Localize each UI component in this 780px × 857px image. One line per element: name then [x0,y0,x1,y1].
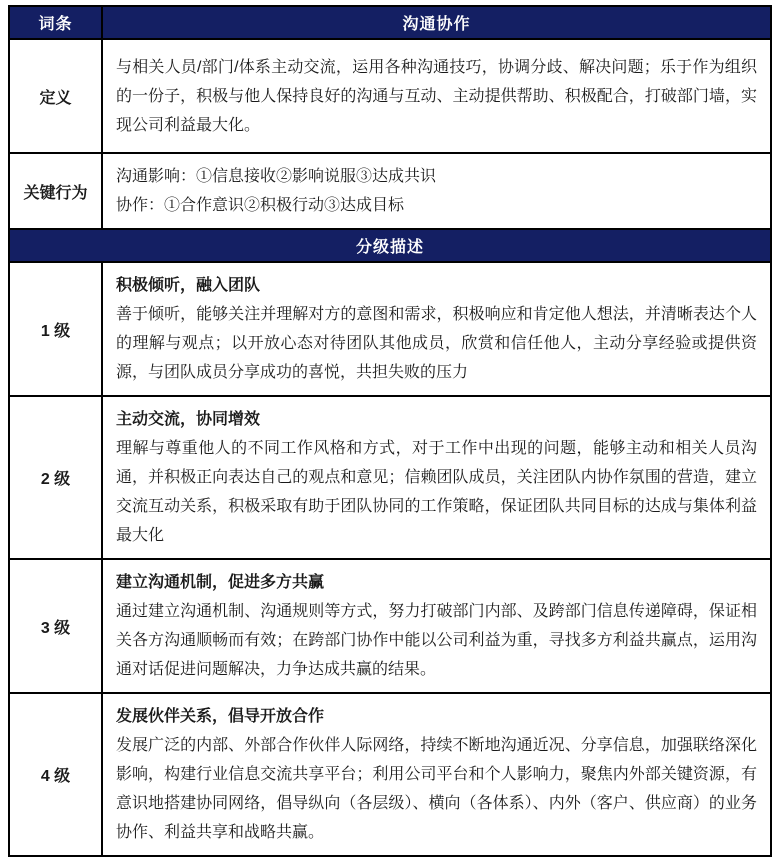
key-behaviors-text [102,153,771,229]
level-3-description: 通过建立沟通机制、沟通规则等方式，努力打破部门内部、及跨部门信息传递障碍，保证相关各方沟通顺畅而有效；在跨部门协作中能以公司利益为重，寻找多方利益共赢点，运用沟通对话促进问题解决，力争达成共赢的结果。 [116,603,757,678]
level-1-content [102,262,771,396]
level-row-1 [9,262,771,396]
key-behavior-line-communication: 沟通影响：①信息接收②影响说服③达成共识 [116,168,437,185]
levels-section-title: 分级描述 [9,229,771,262]
level-4-description: 发展广泛的内部、外部合作伙伴人际网络，持续不断地沟通近况、分享信息，加强联络深化影响，构建行业信息交流共享平台；利用公司平台和个人影响力，聚焦内外部关键资源，有意识地搭建协同网络，倡导纵向（各层级）、横向（各体系）、内外（客户、供应商）的业务协作、利益共享和战略共赢。 [116,737,757,841]
level-row-3 [9,559,771,693]
key-behaviors-row [9,153,771,229]
term-value-cell: 沟通协作 [102,6,771,39]
level-2-label: 2 级 [9,396,102,559]
levels-section-header-row [9,229,771,262]
level-row-2 [9,396,771,559]
level-4-title: 发展伙伴关系，倡导开放合作 [116,708,325,725]
level-1-label: 1 级 [9,262,102,396]
level-2-description: 理解与尊重他人的不同工作风格和方式，对于工作中出现的问题，能够主动和相关人员沟通，并积极正向表达自己的观点和意见；信赖团队成员，关注团队内协作氛围的营造，建立交流互动关系，积极采取有助于团队协同的工作策略，保证团队共同目标的达成与集体利益最大化 [116,440,757,544]
competency-table [8,5,772,857]
key-behavior-line-collaboration: 协作：①合作意识②积极行动③达成目标 [116,197,405,214]
level-1-description: 善于倾听，能够关注并理解对方的意图和需求，积极响应和肯定他人想法，并清晰表达个人的理解与观点；以开放心态对待团队其他成员，欣赏和信任他人，主动分享经验或提供资源，与团队成员分享成功的喜悦，共担失败的压力 [116,306,757,381]
level-1-title: 积极倾听，融入团队 [116,277,261,294]
level-3-title: 建立沟通机制，促进多方共赢 [116,574,325,591]
definition-label: 定义 [9,39,102,153]
key-behaviors-label: 关键行为 [9,153,102,229]
level-4-label: 4 级 [9,693,102,856]
level-2-content [102,396,771,559]
level-3-label: 3 级 [9,559,102,693]
level-2-title: 主动交流，协同增效 [116,411,261,428]
level-4-content [102,693,771,856]
definition-text: 与相关人员/部门/体系主动交流，运用各种沟通技巧，协调分歧、解决问题；乐于作为组织的一份子，积极与他人保持良好的沟通与互动、主动提供帮助、积极配合，打破部门墙，实现公司利益最大化。 [102,39,771,153]
term-label-cell: 词条 [9,6,102,39]
definition-row [9,39,771,153]
level-3-content [102,559,771,693]
level-row-4 [9,693,771,856]
term-header-row [9,6,771,39]
